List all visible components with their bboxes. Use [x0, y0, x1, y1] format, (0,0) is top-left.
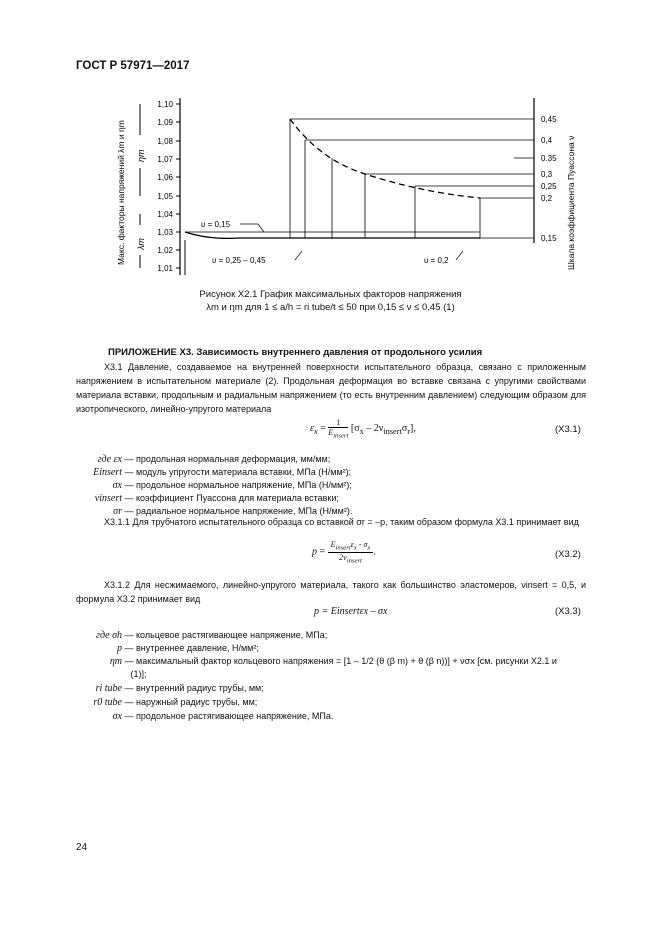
def-symbol: p: [117, 643, 122, 654]
eta-label: ηm: [136, 149, 146, 162]
annotation-nu-range: υ = 0,25 – 0,45: [212, 256, 266, 265]
def-text: — внутренний радиус трубы, мм;: [124, 683, 264, 693]
def-text: — максимальный фактор кольцевого напряжения = [1 – 1/2 (θ (β m) + θ (β n))] + νσx [см. рисунки X2.1 и: [124, 656, 557, 666]
figure-caption-line1: Рисунок X2.1 График максимальных факторов напряжения: [199, 289, 462, 300]
right-tick-label: 0,3: [541, 170, 553, 179]
left-tick-label: 1,09: [157, 118, 173, 127]
left-tick-label: 1,04: [157, 210, 173, 219]
right-tick-label: 0,4: [541, 136, 553, 145]
def-text: — коэффициент Пуассона для материала вставки;: [124, 493, 339, 503]
def-text: — радиальное нормальное напряжение, МПа (Н/мм²).: [124, 506, 353, 516]
left-ticks: [157, 100, 180, 273]
def-symbol: где σh: [96, 630, 122, 641]
paragraph-x3-1-2-text: X3.1.2 Для несжимаемого, линейно-упругого материала, такого как большинство эластомеров, νinsert = 0,5, и формула X3.2 принимает вид: [76, 580, 586, 604]
def-text: — продольное нормальное напряжение, МПа (Н/мм²);: [124, 480, 352, 490]
stress-factor-figure: [0, 0, 661, 300]
right-tick-label: 0,2: [541, 194, 553, 203]
def-symbol: ri tube: [95, 683, 122, 694]
equation-x3-3: p = Einsertεx – σx: [314, 606, 388, 617]
def-symbol: Einsert: [93, 467, 122, 478]
paragraph-x3-1-1: [76, 515, 586, 529]
right-axis-title: Шкала коэффициента Пуассона ν: [566, 135, 576, 270]
left-axis-title: Макс. факторы напряжений λm и ηm: [116, 120, 126, 265]
right-tick-label: 0,25: [541, 182, 557, 191]
right-tick-label: 0.35: [541, 154, 557, 163]
def-symbol: где εx: [97, 454, 122, 465]
drop-lines: [290, 119, 480, 238]
left-tick-label: 1,02: [157, 246, 173, 255]
paragraph-x3-1-2: [76, 578, 586, 606]
page-number: 24: [76, 842, 88, 853]
def-text: (1)];: [130, 669, 147, 679]
def-symbol: σx: [112, 711, 122, 722]
left-tick-label: 1,10: [157, 100, 173, 109]
equation-number-x3-1: (X3.1): [555, 424, 581, 435]
def-symbol: ηm: [109, 656, 122, 667]
figure-caption-line2: λm и ηm для 1 ≤ a/h = ri tube/t ≤ 50 при 0,15 ≤ ν ≤ 0,45 (1): [206, 302, 455, 313]
equation-x3-2: p = $E_{insert}\varepsilon_x - \sigma_x$ $2\nu_{insert}$ .: [312, 540, 376, 565]
right-tick-label: 0,15: [541, 234, 557, 243]
def-symbol: r0 tube: [93, 697, 122, 708]
lambda-curve: [185, 232, 480, 238]
equation-number-x3-2: (X3.2): [555, 549, 581, 560]
def-text: — продольное растягивающее напряжение, МПа.: [124, 711, 334, 721]
left-tick-label: 1,07: [157, 155, 173, 164]
def-text: — продольная нормальная деформация, мм/мм;: [124, 454, 331, 464]
right-tick-label: 0,45: [541, 115, 557, 124]
left-tick-label: 1,01: [157, 264, 173, 273]
lambda-label: λm: [136, 238, 146, 250]
paragraph-x3-1-1-text: X3.1.1 Для трубчатого испытательного образца со вставкой σr = –p, таким образом формула X3.1 принимает вид: [104, 517, 579, 527]
paragraph-x3-1-text: X3.1 Давление, создаваемое на внутренней поверхности испытательного образца, связано с приложенным напряжением в испытательном материале (2). Продольная деформация во вставке связана с упругими свойствами материала вставки, продольным и радиальным напряжением (то есть внутренним давлением) следующим образом для изотропического, линейно-упругого материала: [76, 362, 586, 414]
left-tick-label: 1,03: [157, 228, 173, 237]
paragraph-x3-1: [76, 360, 586, 416]
def-symbol: σx: [112, 480, 122, 491]
def-symbol: νinsert: [94, 493, 122, 504]
left-tick-label: 1,08: [157, 137, 173, 146]
document-header: ГОСТ Р 57971—2017: [76, 60, 190, 72]
equation-x3-1: $\varepsilon_x$ = 1 $E_{insert}$ $[\sigma_x - 2\nu_{insert}\sigma_r]$,: [310, 418, 416, 440]
def-text: — наружный радиус трубы, мм;: [124, 697, 258, 707]
annotation-nu-015: υ = 0,15: [201, 220, 231, 229]
def-symbol: σr: [113, 506, 122, 517]
annotation-nu-02: υ = 0,2: [424, 256, 449, 265]
appendix-title: ПРИЛОЖЕНИЕ X3. Зависимость внутреннего давления от продольного усилия: [108, 347, 483, 358]
equation-number-x3-3: (X3.3): [555, 606, 581, 617]
left-tick-label: 1,05: [157, 192, 173, 201]
left-tick-label: 1,06: [157, 173, 173, 182]
def-text: — модуль упругости материала вставки, МПа (Н/мм²);: [124, 467, 352, 477]
def-text: — кольцевое растягивающее напряжение, МПа;: [124, 630, 328, 640]
def-text: — внутреннее давление, Н/мм²;: [124, 643, 259, 653]
reference-lines: [290, 119, 534, 238]
